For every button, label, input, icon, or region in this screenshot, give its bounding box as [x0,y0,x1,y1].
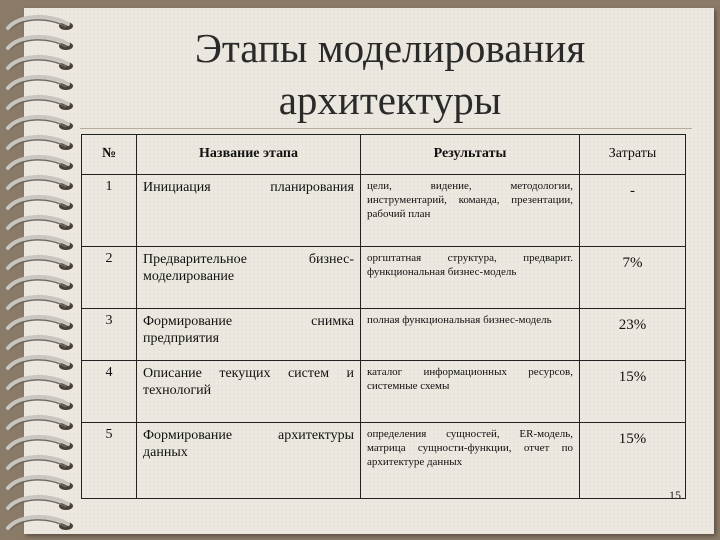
stage-name: Инициация планирования [137,175,361,247]
spiral-binding [0,0,80,540]
binding-ring [8,517,73,530]
binding-ring [8,37,73,50]
binding-ring [8,437,73,450]
binding-ring [8,137,73,150]
stages-table [81,134,686,499]
page-number: 15 [669,488,681,502]
stage-cost: 15% [580,423,686,499]
binding-ring [8,417,73,430]
title-line-2: архитектуры [278,77,502,123]
binding-ring [8,117,73,130]
stage-name: Формирование архитектуры данных [137,423,361,499]
stage-results: полная функциональная бизнес-модель [361,309,580,361]
stage-name: Описание текущих систем и технологий [137,361,361,423]
binding-ring [8,457,73,470]
header-number: № [82,135,137,175]
binding-ring [8,177,73,190]
binding-ring [8,477,73,490]
stage-name: Формирование снимка предприятия [137,309,361,361]
binding-ring [8,77,73,90]
title-line-1: Этапы моделирования [194,25,586,71]
stage-results: определения сущностей, ER-модель, матрица сущности-функции, отчет по архитектуре данных [361,423,580,499]
row-number: 3 [82,309,137,361]
table-row [82,361,686,423]
header-costs: Затраты [580,135,686,175]
binding-ring [8,97,73,110]
binding-ring [8,217,73,230]
table-row [82,423,686,499]
binding-ring [8,497,73,510]
binding-ring [8,377,73,390]
binding-ring [8,197,73,210]
table-row [82,247,686,309]
table-row [82,175,686,247]
row-number: 4 [82,361,137,423]
stage-results: оргштатная структура, предварит. функциональная бизнес-модель [361,247,580,309]
binding-ring [8,57,73,70]
binding-ring [8,237,73,250]
slide-title [120,22,660,126]
stage-cost: 23% [580,309,686,361]
stage-cost: 7% [580,247,686,309]
stage-results: каталог информационных ресурсов, системные схемы [361,361,580,423]
stage-cost: - [580,175,686,247]
binding-ring [8,257,73,270]
binding-ring [8,157,73,170]
title-divider [80,128,692,129]
binding-ring [8,297,73,310]
binding-ring [8,397,73,410]
row-number: 2 [82,247,137,309]
row-number: 5 [82,423,137,499]
stage-cost: 15% [580,361,686,423]
binding-ring [8,337,73,350]
row-number: 1 [82,175,137,247]
table-row [82,309,686,361]
binding-ring [8,317,73,330]
stage-name: Предварительное бизнес-моделирование [137,247,361,309]
header-results: Результаты [361,135,580,175]
binding-ring [8,277,73,290]
binding-ring [8,357,73,370]
stage-results: цели, видение, методологии, инструментарий, команда, презентации, рабочий план [361,175,580,247]
binding-ring [8,17,73,30]
table-header-row [82,135,686,175]
header-stage-name: Название этапа [137,135,361,175]
